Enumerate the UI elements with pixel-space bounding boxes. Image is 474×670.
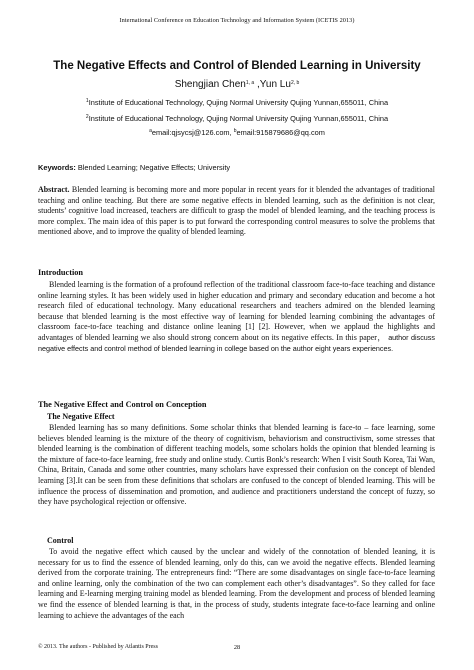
paper-title: The Negative Effects and Control of Blended Learning in University	[53, 60, 421, 72]
author-2-sup: 2, b	[290, 80, 300, 86]
keywords-text: Blended Learning; Negative Effects; University	[75, 163, 231, 172]
affiliation-1-text: Institute of Educational Technology, Qujing Normal University Qujing Yunnan,655011, China	[88, 98, 389, 107]
email-a: email:qjsycsj@126.com,	[151, 128, 234, 137]
author-separator: ,	[254, 79, 260, 90]
subheading-negative-effect: The Negative Effect	[47, 412, 115, 421]
negative-effect-body	[38, 423, 435, 508]
author-2: Yun Lu	[259, 79, 291, 90]
keywords	[38, 163, 438, 172]
email-a-sup: a	[149, 128, 152, 134]
abstract	[38, 185, 435, 238]
affiliation-1	[0, 98, 474, 107]
email-b-sup: b	[233, 128, 237, 134]
introduction-heading: Introduction	[38, 268, 84, 277]
introduction-paragraph: Blended learning is the formation of a profound reflection of the traditional classroom face-to-face teaching and distance online learning styles. It has been widely used in higher education and primary and secondary education and become a hot research filed of educational technology. Many educational researchers and teachers admired on the blended learning because that blended learning is the most effective way of learning for blended learning combining the advantages of classroom face-to-face teaching and distance online leaning [1] [2]. However, when we applaud the highlights and advantages of blended learning we also should strong concern about on its negative effects. In this paper，	[38, 280, 435, 342]
affiliation-1-sup: 1	[85, 98, 89, 104]
negative-effect-paragraph: Blended learning has so many definitions. Some scholar thinks that blended learning is face-to – face learning, some believes blended learning is the mixture of the theory of cognitivism, behaviorism and constructivism, some stresses that blended learning is the combination of different teaching models, some scholars holds the opinion that blended learning is the mixture of face-to-face learning, free study and online study. Curtis Bonk’s research: When I visit South Korea, Tai Wan, China, Britain, Canada and some other countries, many scholars have expressed their confusion on the concept of blended learning [3].It can be seen from these definitions that scholars are confused to the concept of blended learning. This will be influence the process of dissemination and promotion, and audience and practitioners understand the concept of fuzzy, so they have psychological rejection or offensive.	[38, 423, 435, 507]
keywords-label: Keywords:	[38, 163, 76, 172]
affiliation-2-sup: 2	[85, 114, 89, 120]
introduction-body	[38, 280, 435, 354]
author-line	[0, 79, 474, 90]
author-1: Shengjian Chen	[174, 79, 246, 90]
copyright-footer: © 2013. The authors - Published by Atlantis Press	[38, 644, 158, 650]
abstract-label: Abstract.	[38, 185, 70, 194]
email-b: email:915879686@qq.com	[236, 128, 325, 137]
affiliation-2-text: Institute of Educational Technology, Qujing Normal University Qujing Yunnan,655011, China	[88, 114, 389, 123]
author-1-sup: 1, a	[245, 80, 255, 86]
page-number: 28	[233, 644, 241, 651]
subheading-control: Control	[47, 536, 74, 545]
affiliation-2	[0, 114, 474, 123]
author-emails	[0, 128, 474, 137]
control-body	[38, 547, 435, 621]
conference-header: International Conference on Education Technology and Information System (ICETIS 2013)	[119, 17, 355, 24]
introduction-paragraph-tail: author discuss negative effects and control method of blended learning in college based on the author eight years experiences.	[38, 332, 435, 353]
abstract-text: Blended learning is becoming more and more popular in recent years for it blended the advantages of traditional teaching and online teaching. But there are some negative effects in blended learning, such as the definition is not clear, students’ cognitive load increased, teachers are difficult to grasp the model of blended learning, and the teaching process is more complex. The main idea of this paper is to put forward the corresponding control measures to solve the problems that mentioned above, and to improve the quality of blended learning.	[38, 185, 435, 237]
control-paragraph: To avoid the negative effect which caused by the unclear and widely of the connotation of blended leaning, it is necessary for us to find the essence of blended learning, only do this, can we avoid the negative effects. Blended learning derived from the corporate training. The entrepreneurs find: “There are some disadvantages on single face-to-face learning and online learning, only the combination of the two can complement each other’s disadvantages”. So they called for face learning and E-learning merging training model as blended learning. From the development and process of blended learning we find the essence of blended learning is that, in the process of study, students integrate face-to-face learning and online learning to achieve the advantages of the each	[38, 547, 435, 620]
section-heading-negative-effect: The Negative Effect and Control on Conception	[38, 400, 207, 409]
